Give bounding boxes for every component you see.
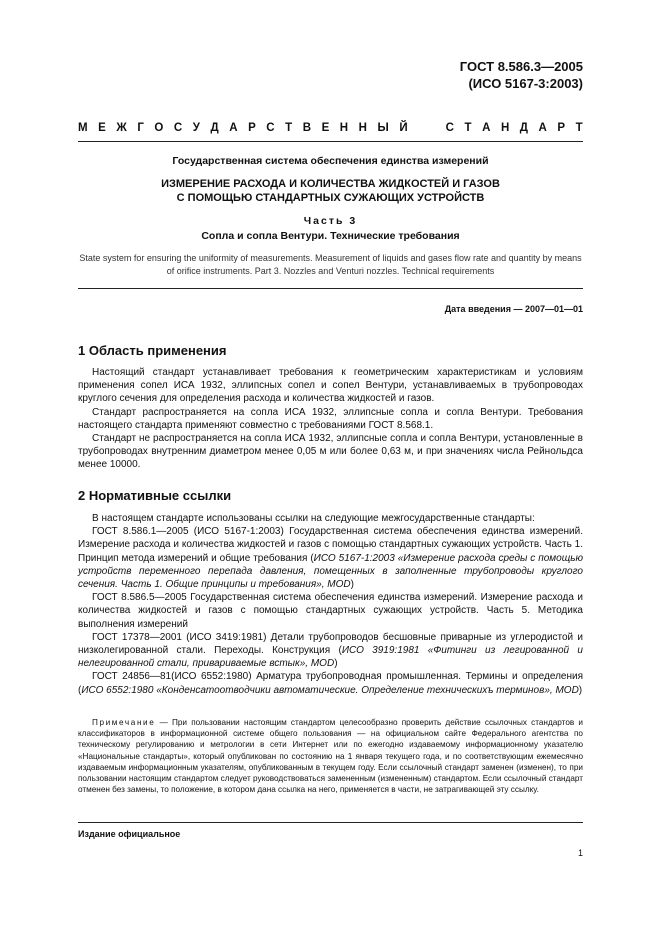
banner-letter bbox=[418, 122, 421, 134]
section-2-body bbox=[78, 512, 583, 697]
banner-letter: Е bbox=[321, 122, 330, 134]
banner-letter: С bbox=[445, 122, 454, 134]
banner-letter: Р bbox=[557, 122, 566, 134]
reference-item: ГОСТ 8.586.1—2005 (ИСО 5167-1:2003) Государственная система обеспечения единства измерений. Измерение расхода и количества жидкостей и газов с помощью стандартных сужающих устройств. Часть 1. Принцип метода измерений и общие требования (ИСО 5167-1:2003 «Измерение расхода среды с помощью устройств переменного перепада давления, помещенных в заполненные трубопроводы круглого сечения. Часть 1. Общие принципы и требования», MOD) bbox=[78, 526, 583, 591]
main-title-line-2: С ПОМОЩЬЮ СТАНДАРТНЫХ СУЖАЮЩИХ УСТРОЙСТВ bbox=[176, 191, 485, 204]
banner-letter: Т bbox=[464, 122, 472, 134]
section-2-heading: 2 Нормативные ссылки bbox=[78, 488, 232, 503]
banner-letter: Е bbox=[98, 122, 106, 134]
official-edition: Издание официальное bbox=[78, 829, 181, 839]
banner-letter: С bbox=[266, 122, 275, 134]
system-title: Государственная система обеспечения единства измерений bbox=[172, 155, 489, 167]
banner-letter: Д bbox=[519, 122, 528, 134]
footer-rule bbox=[78, 822, 583, 823]
banner-letter: А bbox=[229, 122, 238, 134]
note-text: — При пользовании настоящим стандартом целесообразно проверить действие ссылочных стандартов и классификаторов в информационной системе общего пользования — на официальном сайте Федерального агентства по техническому регулированию и метрологии в сети Интернет или по ежегодно издаваемому информационному указателю «Национальные стандарты», который опубликован по состоянию на 1 января текущего года, и по соответствующим ежемесячно издаваемым информационным указателям, опубликованным в текущем году. Если ссылочный стандарт заменен (изменен), то при пользовании настоящим стандартом следует руководствоваться замененным (измененным) стандартом. Если ссылочный стандарт отменен без замены, то положение, в котором дана ссылка на него, применяется в части, не затрагивающей эту ссылку. bbox=[78, 718, 583, 795]
banner-letter: Д bbox=[210, 122, 219, 134]
banner-letter: С bbox=[173, 122, 183, 134]
banner-letter: Й bbox=[399, 122, 408, 134]
banner-letter: А bbox=[482, 122, 491, 134]
title-rule bbox=[78, 288, 583, 289]
section-1-paragraph: Настоящий стандарт устанавливает требования к геометрическим характеристикам и условиям применения сопел ИСА 1932, эллипсных сопел и сопел Вентури, устанавливаемых в трубопроводах круглого сечения для определения расхода и количества жидкостей и газов. bbox=[78, 367, 583, 405]
banner-letter: Ж bbox=[116, 122, 127, 134]
main-title bbox=[60, 178, 601, 205]
interstate-standard-banner bbox=[78, 122, 583, 134]
std-number: ГОСТ 8.586.3—2005 bbox=[459, 59, 583, 74]
banner-rule bbox=[78, 141, 583, 142]
banner-letter: А bbox=[538, 122, 547, 134]
banner-letter: Т bbox=[285, 122, 293, 134]
main-title-line-1: ИЗМЕРЕНИЕ РАСХОДА И КОЛИЧЕСТВА ЖИДКОСТЕЙ И ГАЗОВ bbox=[161, 178, 500, 190]
banner-letter: Г bbox=[137, 122, 144, 134]
banner-letter: Т bbox=[575, 122, 583, 134]
banner-letter: Н bbox=[358, 122, 367, 134]
section-2-intro: В настоящем стандарте использованы ссылки на следующие межгосударственные стандарты: bbox=[92, 513, 535, 524]
part-subtitle: Сопла и сопла Вентури. Технические требования bbox=[201, 230, 460, 242]
banner-letter: В bbox=[302, 122, 312, 134]
banner-letter: Н bbox=[339, 122, 349, 134]
part-number: Часть 3 bbox=[303, 215, 358, 227]
banner-letter bbox=[432, 122, 435, 134]
iso-number: (ИСО 5167-3:2003) bbox=[468, 76, 583, 91]
page-number: 1 bbox=[577, 848, 583, 858]
section-1-paragraph: Стандарт не распространяется на сопла ИСА 1932, эллипсные сопла и сопла Вентури, установленные в трубопроводах внутренним диаметром менее 0,05 м или более 0,63 м, и при значениях числа Рейнольдса менее 10000. bbox=[78, 433, 583, 471]
banner-letter: М bbox=[78, 122, 88, 134]
section-1-heading: 1 Область применения bbox=[78, 343, 227, 358]
introduction-date: Дата введения — 2007—01—01 bbox=[444, 304, 583, 314]
section-1-body bbox=[78, 366, 583, 472]
banner-letter: У bbox=[192, 122, 200, 134]
banner-letter: Ы bbox=[377, 122, 389, 134]
standard-designation bbox=[460, 58, 583, 92]
reference-item: ГОСТ 8.586.5—2005 Государственная система обеспечения единства измерений. Измерение расхода и количества жидкостей и газов с помощью стандартных сужающих устройств. Часть 5. Методика выполнения измерений bbox=[78, 592, 583, 630]
english-title: State system for ensuring the uniformity of measurements. Measurement of liquids and gases flow rate and quantity by means of orifice instruments. Part 3. Nozzles and Venturi nozzles. Technical requirements bbox=[79, 253, 582, 276]
note-label: Примечание bbox=[92, 718, 156, 727]
note-block bbox=[78, 717, 583, 795]
reference-item: ГОСТ 17378—2001 (ИСО 3419:1981) Детали трубопроводов бесшовные приварные из углеродистой и низколегированной стали. Переходы. Конструкция (ИСО 3919:1981 «Фитинги из легированной и нелегированной стали, привариваемые встык», MOD) bbox=[78, 631, 583, 670]
section-1-paragraph: Стандарт распространяется на сопла ИСА 1932, эллипсные сопла и сопла Вентури. Требования настоящего стандарта применяют совместно с требованиями ГОСТ 8.568.1. bbox=[78, 406, 583, 431]
banner-letter: О bbox=[154, 122, 164, 134]
banner-letter: Р bbox=[248, 122, 256, 134]
banner-letter: Н bbox=[500, 122, 510, 134]
reference-item: ГОСТ 24856—81(ИСО 6552:1980) Арматура трубопроводная промышленная. Термины и определения (ИСО 6552:1980 «Конденсатоотводчики автоматические. Определение техническихъ терминов», MOD) bbox=[78, 671, 583, 696]
